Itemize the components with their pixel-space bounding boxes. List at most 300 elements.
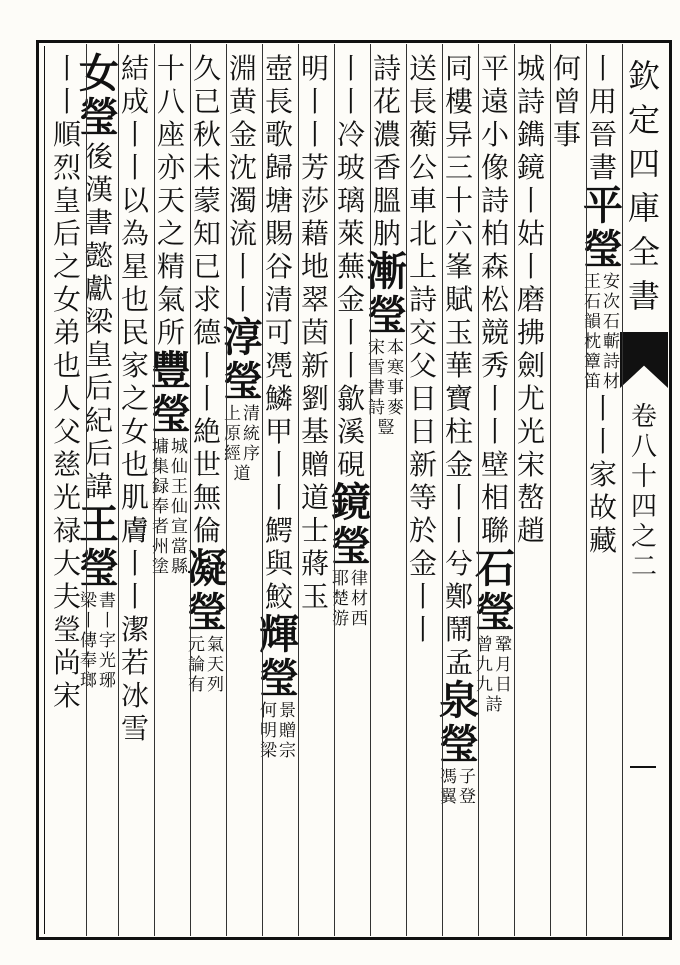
glyph: 藉 <box>300 217 329 250</box>
glyph: 膃 <box>372 184 401 217</box>
glyph: 星 <box>120 250 149 283</box>
glyph: 車 <box>408 184 437 217</box>
text-column <box>404 52 442 646</box>
annotation: 書事 <box>368 378 406 398</box>
glyph: 城 <box>516 52 545 85</box>
glyph: 芳 <box>300 151 329 184</box>
glyph: 丨 <box>300 85 329 118</box>
annotation: 經序 <box>224 444 262 464</box>
glyph: 交 <box>408 316 437 349</box>
glyph: 晉 <box>588 118 617 151</box>
glyph: 萊 <box>336 217 365 250</box>
book-title <box>628 54 660 318</box>
glyph: 丨 <box>120 118 149 151</box>
glyph: 順 <box>52 118 81 151</box>
glyph: 嶅 <box>516 481 545 514</box>
glyph: 鱗 <box>264 382 293 415</box>
glyph: 拂 <box>516 316 545 349</box>
glyph: 所 <box>156 316 185 349</box>
volume-label <box>631 402 657 582</box>
glyph: 詩 <box>480 184 509 217</box>
glyph: 以 <box>120 184 149 217</box>
glyph: 贈 <box>300 448 329 481</box>
glyph: 女 <box>120 415 149 448</box>
entry-heading: 瑩 <box>475 589 515 636</box>
glyph: 三 <box>444 151 473 184</box>
glyph: 丨 <box>480 382 509 415</box>
annotation: 枕蘄 <box>584 332 622 352</box>
glyph: 與 <box>264 547 293 580</box>
glyph: 劉 <box>300 382 329 415</box>
glyph: 丨 <box>228 283 257 316</box>
glyph: 也 <box>120 448 149 481</box>
glyph: 丨 <box>300 118 329 151</box>
entry-heading: 石 <box>475 545 515 592</box>
glyph: 等 <box>408 481 437 514</box>
glyph: 趙 <box>516 514 545 547</box>
glyph: 峯 <box>444 250 473 283</box>
glyph: 知 <box>192 217 221 250</box>
entry-heading: 輝 <box>259 611 299 658</box>
glyph: 柏 <box>480 217 509 250</box>
glyph: 后 <box>52 217 81 250</box>
annotation: 道 <box>233 464 253 484</box>
glyph: 八 <box>156 85 185 118</box>
glyph: 小 <box>480 118 509 151</box>
glyph: 歌 <box>264 118 293 151</box>
annotation: 九日 <box>476 675 514 695</box>
glyph: 溪 <box>336 415 365 448</box>
title-glyph: 書 <box>627 277 660 315</box>
glyph: 六 <box>444 217 473 250</box>
column-rule <box>406 44 407 936</box>
column-rule <box>442 44 443 936</box>
glyph: 民 <box>120 316 149 349</box>
glyph: 鮫 <box>264 580 293 613</box>
entry-heading: 王 <box>79 501 119 548</box>
text-column <box>48 52 86 712</box>
glyph: 壁 <box>480 448 509 481</box>
volume-glyph: 二 <box>630 552 657 582</box>
entry-heading: 凝 <box>187 545 227 592</box>
glyph: 玉 <box>300 580 329 613</box>
glyph: 未 <box>192 151 221 184</box>
annotation: 楚材 <box>332 589 370 609</box>
annotation: 丨丨 <box>80 611 118 631</box>
glyph: 宋 <box>516 448 545 481</box>
glyph: 樓 <box>444 85 473 118</box>
annotation: 州當 <box>152 537 190 557</box>
glyph: 故 <box>588 491 617 524</box>
glyph: 兮 <box>444 547 473 580</box>
annotation: 詩 <box>485 695 505 715</box>
glyph: 秀 <box>480 349 509 382</box>
glyph: 歸 <box>264 151 293 184</box>
glyph: 壺 <box>264 52 293 85</box>
glyph: 華 <box>444 349 473 382</box>
column-rule <box>622 44 623 936</box>
annotation: 有列 <box>188 675 226 695</box>
annotation: 耶律 <box>332 569 370 589</box>
title-glyph: 庫 <box>627 189 660 227</box>
entry-heading: 瑩 <box>439 721 479 768</box>
glyph: 雪 <box>120 712 149 745</box>
glyph: 無 <box>192 481 221 514</box>
glyph: 潔 <box>120 613 149 646</box>
column-rule <box>334 44 335 936</box>
text-column <box>188 52 226 695</box>
glyph: 大 <box>52 547 81 580</box>
glyph: 精 <box>156 250 185 283</box>
glyph: 金 <box>444 448 473 481</box>
glyph: 詩 <box>372 52 401 85</box>
glyph: 丨 <box>264 448 293 481</box>
glyph: 於 <box>408 514 437 547</box>
annotation: 簟詩 <box>584 352 622 372</box>
glyph: 莎 <box>300 184 329 217</box>
glyph: 丨 <box>516 184 545 217</box>
annotation: 梁書 <box>80 591 118 611</box>
glyph: 事 <box>552 118 581 151</box>
column-rule <box>550 44 551 936</box>
entry-heading: 瑩 <box>583 226 623 273</box>
glyph: 丨 <box>480 415 509 448</box>
annotation: 宋本 <box>368 338 406 358</box>
volume-glyph: 卷 <box>630 402 657 432</box>
glyph: 蘅 <box>408 118 437 151</box>
glyph: 鄭 <box>444 580 473 613</box>
entry-heading: 瑩 <box>79 545 119 592</box>
glyph: 十 <box>156 52 185 85</box>
glyph: 同 <box>444 52 473 85</box>
annotation: 元氣 <box>188 635 226 655</box>
annotation: 曾鞏 <box>476 635 514 655</box>
text-column <box>476 52 514 715</box>
glyph: 濁 <box>228 184 257 217</box>
glyph: 丨 <box>52 52 81 85</box>
entry-heading: 瑩 <box>151 391 191 438</box>
glyph: 淵 <box>228 52 257 85</box>
glyph: 膚 <box>120 514 149 547</box>
text-column <box>296 52 334 613</box>
glyph: 相 <box>480 481 509 514</box>
glyph: 丨 <box>52 85 81 118</box>
glyph: 冰 <box>120 679 149 712</box>
glyph: 上 <box>408 250 437 283</box>
annotation: 塗縣 <box>152 557 190 577</box>
annotation: 集仙 <box>152 457 190 477</box>
glyph: 已 <box>192 250 221 283</box>
glyph: 新 <box>300 349 329 382</box>
glyph: 北 <box>408 217 437 250</box>
glyph: 光 <box>516 415 545 448</box>
glyph: 丨 <box>444 514 473 547</box>
glyph: 禄 <box>52 514 81 547</box>
glyph: 鬧 <box>444 613 473 646</box>
glyph: 書 <box>84 206 113 239</box>
glyph: 氣 <box>156 283 185 316</box>
glyph: 瑩 <box>52 613 81 646</box>
glyph: 送 <box>408 52 437 85</box>
glyph: 翠 <box>300 283 329 316</box>
glyph: 金 <box>228 118 257 151</box>
glyph: 塘 <box>264 184 293 217</box>
glyph: 玉 <box>444 316 473 349</box>
glyph: 蒙 <box>192 184 221 217</box>
annotation: 翼登 <box>440 787 478 807</box>
glyph: 倫 <box>192 514 221 547</box>
glyph: 慈 <box>52 448 81 481</box>
annotation: 奉仙 <box>152 497 190 517</box>
glyph: 十 <box>444 184 473 217</box>
glyph: 求 <box>192 283 221 316</box>
glyph: 書 <box>588 151 617 184</box>
glyph: 茵 <box>300 316 329 349</box>
glyph: 丨 <box>336 85 365 118</box>
glyph: 為 <box>120 217 149 250</box>
annotation: 游西 <box>332 609 370 629</box>
annotation: 明贈 <box>260 721 298 741</box>
glyph: 基 <box>300 415 329 448</box>
glyph: 也 <box>120 283 149 316</box>
glyph: 尚 <box>52 646 81 679</box>
glyph: 甲 <box>264 415 293 448</box>
glyph: 清 <box>264 283 293 316</box>
annotation: 原統 <box>224 424 262 444</box>
glyph: 平 <box>480 52 509 85</box>
annotation: 墉城 <box>152 437 190 457</box>
annotation: 奉光 <box>80 651 118 671</box>
glyph: 丨 <box>120 580 149 613</box>
glyph: 皇 <box>52 184 81 217</box>
glyph: 丨 <box>192 349 221 382</box>
glyph: 世 <box>192 448 221 481</box>
annotation: 石次 <box>584 292 622 312</box>
column-rule <box>586 44 587 936</box>
entry-heading: 瑩 <box>187 589 227 636</box>
glyph: 士 <box>300 514 329 547</box>
glyph: 黄 <box>228 85 257 118</box>
annotation: 王安 <box>584 272 622 292</box>
glyph: 久 <box>192 52 221 85</box>
glyph: 秋 <box>192 118 221 151</box>
fishtail-mark <box>620 332 668 388</box>
glyph: 後 <box>84 140 113 173</box>
glyph: 肌 <box>120 481 149 514</box>
glyph: 鰐 <box>264 514 293 547</box>
glyph: 丨 <box>588 392 617 425</box>
glyph: 磨 <box>516 283 545 316</box>
glyph: 也 <box>52 349 81 382</box>
annotation: 詩麥 <box>368 398 406 418</box>
column-rule <box>190 44 191 936</box>
glyph: 劍 <box>516 349 545 382</box>
glyph: 天 <box>156 184 185 217</box>
glyph: 獻 <box>84 272 113 305</box>
title-glyph: 全 <box>627 233 660 271</box>
annotation: 梁宗 <box>260 741 298 761</box>
column-rule <box>298 44 299 936</box>
glyph: 若 <box>120 646 149 679</box>
annotation: 豎 <box>377 418 397 438</box>
glyph: 冷 <box>336 118 365 151</box>
glyph: 香 <box>372 151 401 184</box>
glyph: 丨 <box>516 250 545 283</box>
title-glyph: 欽 <box>627 57 660 95</box>
glyph: 日 <box>408 382 437 415</box>
glyph: 蕪 <box>336 250 365 283</box>
glyph: 像 <box>480 151 509 184</box>
entry-heading: 漸 <box>367 248 407 295</box>
glyph: 藏 <box>588 524 617 557</box>
glyph: 丨 <box>336 52 365 85</box>
text-column <box>260 52 298 761</box>
glyph: 谷 <box>264 250 293 283</box>
text-column <box>584 52 622 557</box>
glyph: 之 <box>120 382 149 415</box>
glyph: 丨 <box>120 151 149 184</box>
column-rule <box>226 44 227 936</box>
glyph: 丨 <box>336 316 365 349</box>
glyph: 丨 <box>588 52 617 85</box>
glyph: 凴 <box>264 349 293 382</box>
annotation: 者宣 <box>152 517 190 537</box>
glyph: 父 <box>52 415 81 448</box>
annotation: 馮子 <box>440 767 478 787</box>
glyph: 成 <box>120 85 149 118</box>
glyph: 蔣 <box>300 547 329 580</box>
glyph: 丨 <box>408 613 437 646</box>
left-margin-rule <box>44 46 45 934</box>
entry-heading: 瑩 <box>259 655 299 702</box>
glyph: 懿 <box>84 239 113 272</box>
column-rule <box>154 44 155 936</box>
glyph: 宋 <box>52 679 81 712</box>
glyph: 后 <box>84 437 113 470</box>
glyph: 紀 <box>84 404 113 437</box>
entry-heading: 女 <box>79 50 119 97</box>
glyph: 烈 <box>52 151 81 184</box>
glyph: 之 <box>52 250 81 283</box>
glyph: 家 <box>120 349 149 382</box>
column-rule <box>514 44 515 936</box>
annotation: 論天 <box>188 655 226 675</box>
entry-heading: 瑩 <box>223 358 263 405</box>
glyph: 丨 <box>264 481 293 514</box>
glyph: 玻 <box>336 151 365 184</box>
glyph: 已 <box>192 85 221 118</box>
glyph: 姑 <box>516 217 545 250</box>
volume-glyph: 四 <box>630 492 657 522</box>
glyph: 异 <box>444 118 473 151</box>
glyph: 何 <box>552 52 581 85</box>
title-glyph: 定 <box>627 101 660 139</box>
glyph: 濃 <box>372 118 401 151</box>
entry-heading: 瑩 <box>79 94 119 141</box>
column-rule <box>118 44 119 936</box>
glyph: 漢 <box>84 173 113 206</box>
glyph: 鏡 <box>516 151 545 184</box>
glyph: 之 <box>156 217 185 250</box>
annotation: 録王 <box>152 477 190 497</box>
glyph: 弟 <box>52 316 81 349</box>
glyph: 梁 <box>84 305 113 338</box>
glyph: 賜 <box>264 217 293 250</box>
annotation: 韻石 <box>584 312 622 332</box>
glyph: 賦 <box>444 283 473 316</box>
glyph: 座 <box>156 118 185 151</box>
column-rule <box>478 44 479 936</box>
glyph: 諱 <box>84 470 113 503</box>
glyph: 長 <box>408 85 437 118</box>
text-column <box>116 52 154 745</box>
annotation: 瑯琊 <box>80 671 118 691</box>
volume-glyph: 之 <box>630 522 657 552</box>
glyph: 競 <box>480 316 509 349</box>
glyph: 硯 <box>336 448 365 481</box>
column-rule <box>262 44 263 936</box>
glyph: 璃 <box>336 184 365 217</box>
glyph: 丨 <box>192 382 221 415</box>
glyph: 丨 <box>408 580 437 613</box>
glyph: 金 <box>336 283 365 316</box>
glyph: 人 <box>52 382 81 415</box>
glyph: 丨 <box>120 547 149 580</box>
entry-heading: 豐 <box>151 347 191 394</box>
volume-glyph: 十 <box>630 462 657 492</box>
glyph: 曾 <box>552 85 581 118</box>
entry-heading: 瑩 <box>331 523 371 570</box>
volume-glyph: 八 <box>630 432 657 462</box>
glyph: 德 <box>192 316 221 349</box>
annotation: 笛材 <box>584 372 622 392</box>
glyph: 歙 <box>336 382 365 415</box>
glyph: 公 <box>408 151 437 184</box>
glyph: 夫 <box>52 580 81 613</box>
entry-heading: 鏡 <box>331 479 371 526</box>
annotation: 何景 <box>260 701 298 721</box>
glyph: 女 <box>52 283 81 316</box>
glyph: 明 <box>300 52 329 85</box>
glyph: 可 <box>264 316 293 349</box>
glyph: 結 <box>120 52 149 85</box>
glyph: 家 <box>588 458 617 491</box>
glyph: 父 <box>408 349 437 382</box>
annotation: 雪寒 <box>368 358 406 378</box>
glyph: 皇 <box>84 338 113 371</box>
glyph: 新 <box>408 448 437 481</box>
glyph: 鐫 <box>516 118 545 151</box>
entry-heading: 泉 <box>439 677 479 724</box>
glyph: 丨 <box>588 425 617 458</box>
glyph: 地 <box>300 250 329 283</box>
page-mark <box>630 766 656 768</box>
glyph: 丨 <box>228 250 257 283</box>
annotation: 傳字 <box>80 631 118 651</box>
glyph: 遠 <box>480 85 509 118</box>
glyph: 松 <box>480 283 509 316</box>
glyph: 聯 <box>480 514 509 547</box>
glyph: 肭 <box>372 217 401 250</box>
text-column <box>332 52 370 629</box>
glyph: 丨 <box>336 349 365 382</box>
glyph: 孟 <box>444 646 473 679</box>
entry-heading: 瑩 <box>367 292 407 339</box>
glyph: 花 <box>372 85 401 118</box>
glyph: 詩 <box>408 283 437 316</box>
glyph: 沈 <box>228 151 257 184</box>
glyph: 用 <box>588 85 617 118</box>
